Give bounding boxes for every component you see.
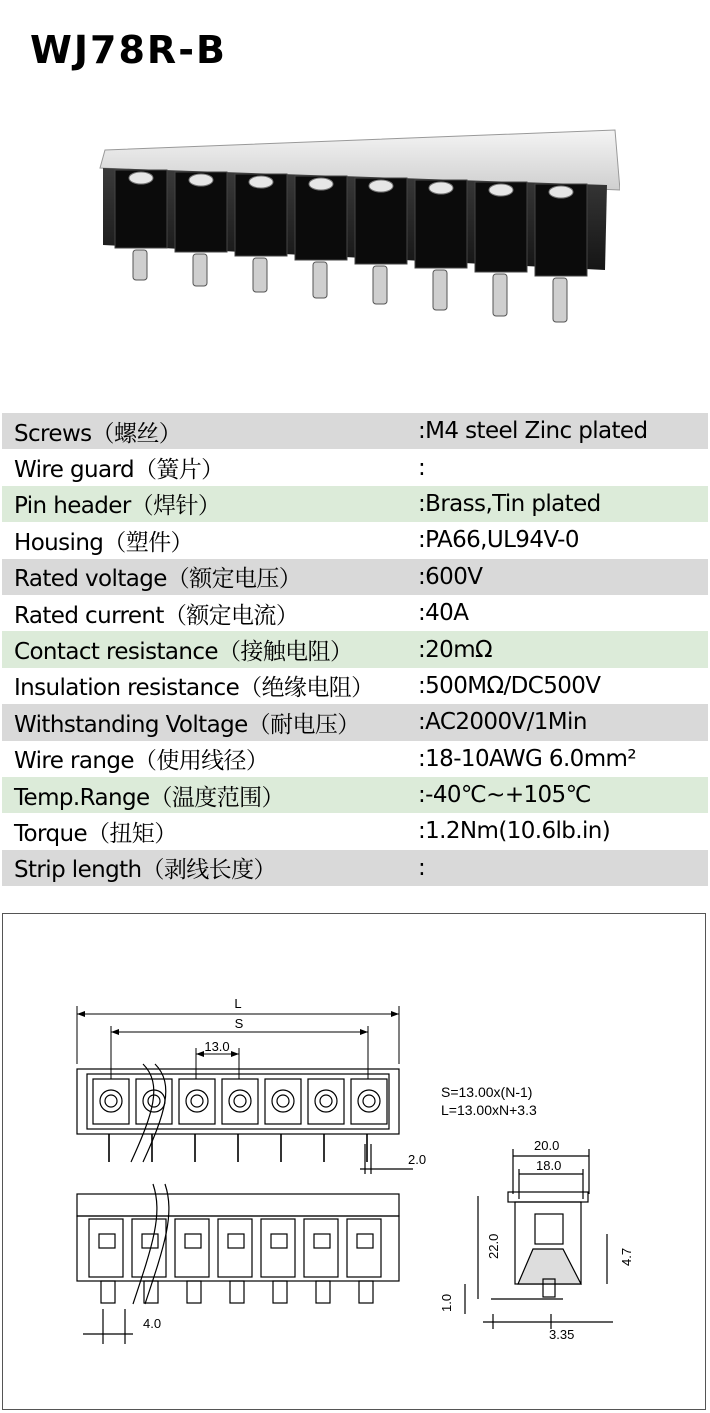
- spec-row: [2, 559, 708, 595]
- spec-row: [2, 704, 708, 740]
- spec-label: Withstanding Voltage（耐电压）: [14, 711, 360, 738]
- formula-L: L=13.00xN+3.3: [441, 1102, 537, 1118]
- spec-label: Wire guard（簧片）: [14, 457, 224, 484]
- spec-value: :500MΩ/DC500V: [418, 672, 601, 699]
- spec-value: :40A: [418, 600, 469, 627]
- top-view: [77, 1064, 413, 1174]
- spec-value: :20mΩ: [418, 636, 492, 663]
- spec-label: Pin header（焊针）: [14, 493, 221, 520]
- spec-row: [2, 413, 708, 449]
- spec-value: :18-10AWG 6.0mm²: [418, 745, 636, 772]
- spec-value: :PA66,UL94V-0: [418, 527, 579, 554]
- spec-label: Housing（塑件）: [14, 529, 193, 556]
- dim-height-label: 22.0: [486, 1233, 501, 1259]
- spec-row: [2, 741, 708, 777]
- dim-L-label: L: [234, 996, 242, 1011]
- spec-value: :Brass,Tin plated: [418, 490, 601, 517]
- spec-row: [2, 449, 708, 485]
- formula-S: S=13.00x(N-1): [441, 1084, 533, 1100]
- spec-value: :: [418, 454, 426, 481]
- spec-row: [2, 850, 708, 886]
- spec-label: Torque（扭矩）: [14, 820, 177, 847]
- spec-value: :-40℃~+105℃: [418, 782, 591, 809]
- spec-row: [2, 631, 708, 667]
- dim-S-label: S: [234, 1016, 244, 1031]
- spec-row: [2, 595, 708, 631]
- spec-label: Insulation resistance（绝缘电阻）: [14, 675, 374, 702]
- spec-label: Screws（螺丝）: [14, 420, 182, 447]
- spec-label: Temp.Range（温度范围）: [14, 784, 284, 811]
- drawing-svg: [3, 914, 705, 1409]
- spec-row: [2, 486, 708, 522]
- dim-pin-thick-label: 1.0: [439, 1293, 454, 1312]
- dim-pin-offset-label: 4.0: [143, 1316, 162, 1331]
- dim-pitch-label: 13.0: [204, 1039, 230, 1054]
- spec-label: Wire range（使用线径）: [14, 748, 269, 775]
- spec-value: :: [418, 854, 426, 881]
- technical-drawing: [2, 913, 706, 1410]
- product-photo: [95, 110, 620, 335]
- spec-value: :M4 steel Zinc plated: [418, 418, 648, 445]
- spec-label: Rated current（额定电流）: [14, 602, 299, 629]
- dim-width-outer-label: 20.0: [534, 1138, 560, 1153]
- spec-value: :600V: [418, 563, 483, 590]
- product-title: WJ78R-B: [30, 28, 227, 72]
- spec-label: Strip length（剥线长度）: [14, 857, 276, 884]
- spec-row: [2, 668, 708, 704]
- dim-pin-pos-label: 3.35: [549, 1327, 575, 1342]
- specs-table: [2, 413, 708, 886]
- spec-row: [2, 777, 708, 813]
- spec-label: Rated voltage（额定电压）: [14, 566, 302, 593]
- spec-value: :AC2000V/1Min: [418, 709, 587, 736]
- spec-row: [2, 813, 708, 849]
- dim-pin-width-label: 2.0: [408, 1152, 427, 1167]
- dim-screw-height-label: 4.7: [619, 1247, 634, 1266]
- spec-row: [2, 522, 708, 558]
- spec-label: Contact resistance（接触电阻）: [14, 639, 353, 666]
- spec-value: :1.2Nm(10.6lb.in): [418, 818, 611, 845]
- front-view: [77, 1184, 399, 1344]
- dim-width-inner-label: 18.0: [536, 1158, 562, 1173]
